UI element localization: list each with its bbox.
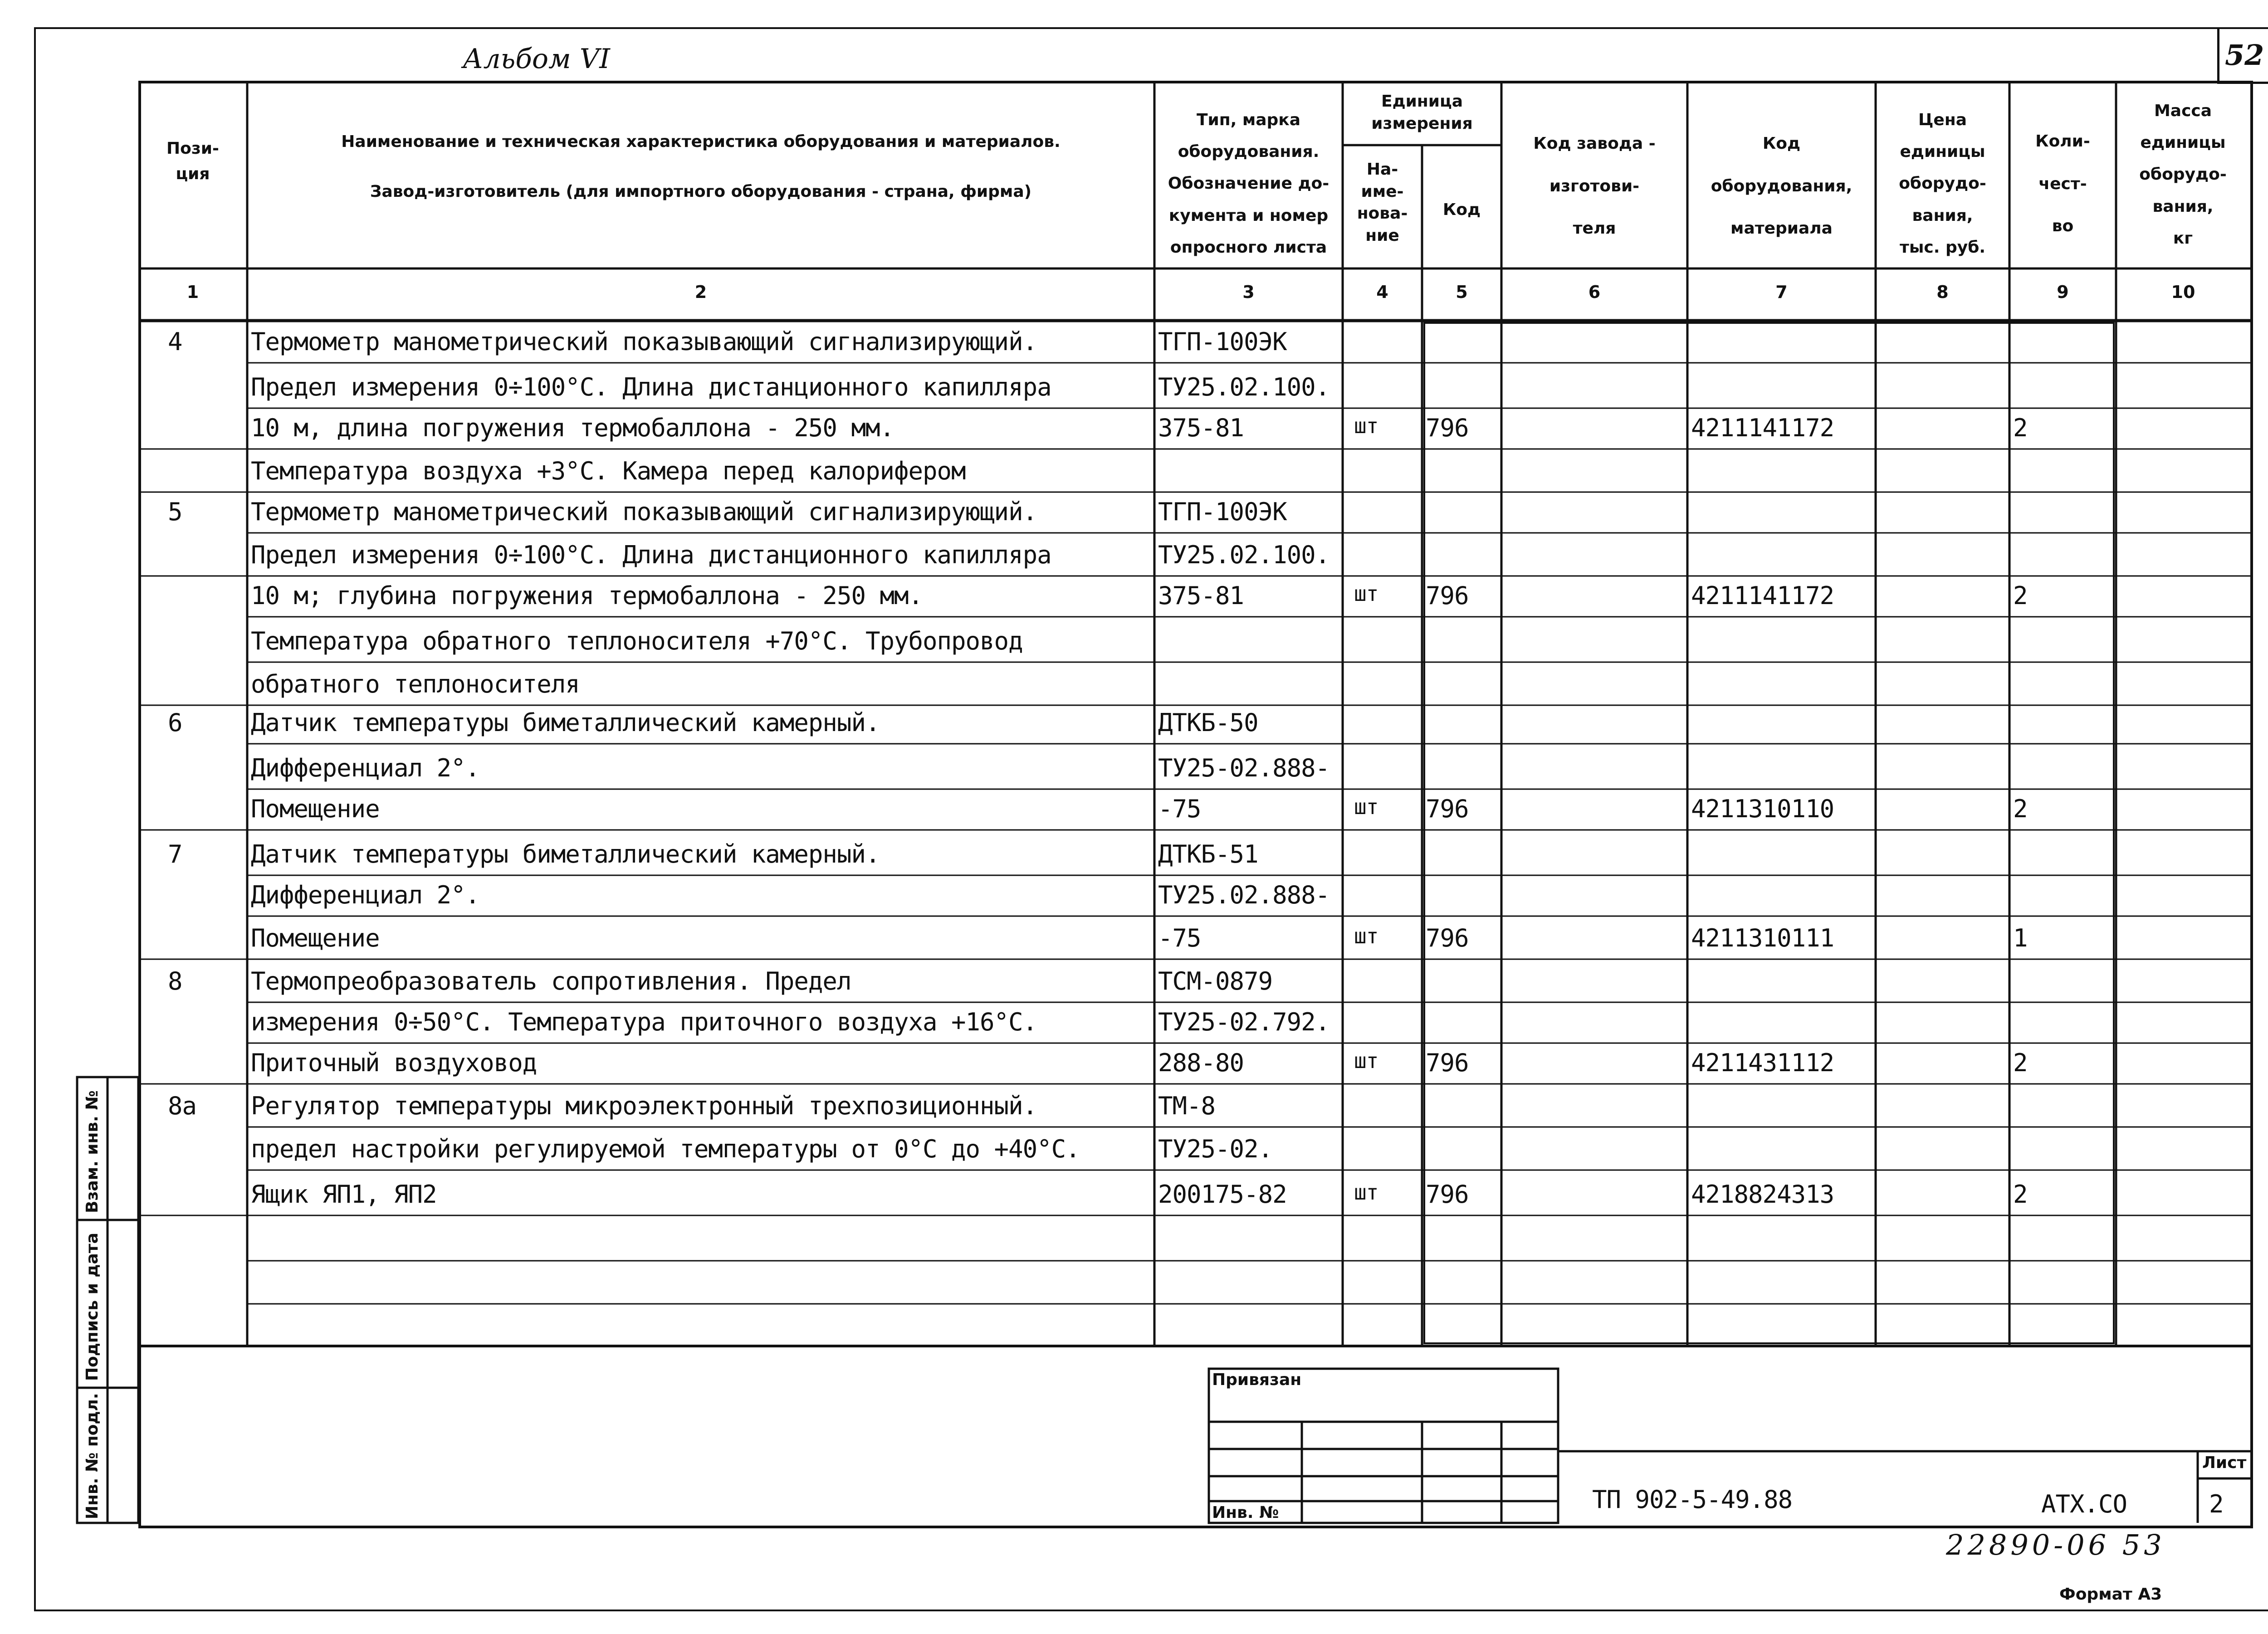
row-type: ТУ25-02.	[1158, 1135, 1273, 1163]
row-name: Датчик температуры биметаллический камерный.	[251, 708, 880, 737]
header-quantity: Коли- чест- во	[2035, 132, 2090, 236]
row-name: Помещение	[251, 795, 380, 823]
row-unit: шт	[1354, 1049, 1378, 1073]
column-number: 6	[1588, 282, 1601, 302]
row-material-code: 4211431112	[1691, 1049, 1834, 1077]
row-name: 10 м, длина погружения термобаллона - 250 мм.	[251, 414, 894, 442]
column-number: 4	[1376, 282, 1388, 302]
header-type: Тип, марка оборудования. Обозначение до- кумента и номер опросного листа	[1168, 111, 1330, 257]
row-position: 8	[168, 967, 182, 995]
inv-no-label: Инв. №	[1212, 1503, 1279, 1522]
row-name: Предел измерения 0÷100°С. Длина дистанционного капилляра	[251, 541, 1051, 569]
row-unit-code: 796	[1426, 414, 1469, 442]
stamp-inv-podl: Инв. № подл.	[83, 1393, 102, 1519]
row-type: ДТКБ-51	[1158, 840, 1258, 868]
header-name-line1: Наименование и техническая характеристика оборудования и материалов.	[341, 132, 1061, 151]
column-number: 2	[694, 282, 707, 302]
row-quantity: 2	[2013, 1049, 2028, 1077]
row-type: 375-81	[1158, 414, 1244, 442]
row-type: ТГП-100ЭК	[1158, 327, 1287, 356]
row-quantity: 2	[2013, 414, 2028, 442]
column-number: 7	[1775, 282, 1788, 302]
row-type: ТУ25.02.100.	[1158, 541, 1330, 569]
stamp-vzam-inv: Взам. инв. №	[83, 1090, 102, 1213]
row-unit: шт	[1354, 795, 1378, 819]
row-material-code: 4211141172	[1691, 581, 1834, 610]
row-unit: шт	[1354, 924, 1378, 948]
row-type: ТМ-8	[1158, 1092, 1216, 1120]
row-material-code: 4211141172	[1691, 414, 1834, 442]
row-name: Приточный воздуховод	[251, 1049, 537, 1077]
row-quantity: 2	[2013, 795, 2028, 823]
row-name: 10 м; глубина погружения термобаллона - 250 мм.	[251, 581, 923, 610]
row-name: Ящик ЯП1, ЯП2	[251, 1180, 437, 1209]
sheet-number: 2	[2209, 1490, 2224, 1518]
row-name: Помещение	[251, 924, 380, 952]
row-position: 7	[168, 840, 182, 868]
row-quantity: 2	[2013, 1180, 2028, 1209]
row-unit: шт	[1354, 581, 1378, 606]
column-number: 1	[186, 282, 199, 302]
row-position: 8а	[168, 1092, 197, 1120]
row-type: ТУ25.02.100.	[1158, 373, 1330, 401]
row-material-code: 4211310111	[1691, 924, 1834, 952]
header-mass: Масса единицы оборудо- вания, кг	[2139, 102, 2227, 248]
row-type: 288-80	[1158, 1049, 1244, 1077]
column-number: 8	[1936, 282, 1949, 302]
row-quantity: 2	[2013, 581, 2028, 610]
row-name: Дифференциал 2°.	[251, 881, 480, 909]
header-unit: Единица измерения	[1371, 92, 1473, 133]
row-material-code: 4211310110	[1691, 795, 1834, 823]
handwritten-code: 22890-06 53	[1946, 1528, 2165, 1561]
row-name: измерения 0÷50°С. Температура приточного воздуха +16°С.	[251, 1008, 1037, 1036]
header-equipment-code: Код оборудования, материала	[1711, 134, 1853, 238]
row-unit-code: 796	[1426, 1049, 1469, 1077]
row-type: ТУ25-02.792.	[1158, 1008, 1330, 1036]
row-unit-code: 796	[1426, 1180, 1469, 1209]
row-name: Датчик температуры биметаллический камерный.	[251, 840, 880, 868]
row-name: Температура обратного теплоносителя +70°С. Трубопровод	[251, 627, 1023, 655]
row-name: Предел измерения 0÷100°С. Длина дистанционного капилляра	[251, 373, 1051, 401]
header-position: Пози- ция	[166, 139, 219, 183]
row-type: 200175-82	[1158, 1180, 1287, 1209]
row-type: 375-81	[1158, 581, 1244, 610]
header-factory-code: Код завода - изготови- теля	[1533, 134, 1656, 238]
header-unit-code: Код	[1442, 200, 1481, 219]
stamp-signature-date: Подпись и дата	[83, 1233, 102, 1381]
column-number: 3	[1242, 282, 1255, 302]
row-material-code: 4218824313	[1691, 1180, 1834, 1209]
page-number: 52	[2225, 39, 2264, 72]
row-type: ТУ25.02.888-	[1158, 881, 1330, 909]
row-unit: шт	[1354, 414, 1378, 438]
row-position: 5	[168, 498, 182, 526]
row-name: предел настройки регулируемой температуры от 0°С до +40°С.	[251, 1135, 1080, 1163]
document-code: АТХ.СО	[2041, 1490, 2127, 1518]
privyazan-label: Привязан	[1212, 1371, 1302, 1389]
row-name: обратного теплоносителя	[251, 670, 580, 698]
project-code: ТП 902-5-49.88	[1592, 1485, 1793, 1514]
row-type: -75	[1158, 924, 1201, 952]
row-name: Термометр манометрический показывающий сигнализирующий.	[251, 327, 1037, 356]
column-number: 10	[2171, 282, 2195, 302]
row-name: Температура воздуха +3°С. Камера перед калорифером	[251, 457, 966, 485]
row-unit-code: 796	[1426, 924, 1469, 952]
album-label: Альбом VI	[463, 43, 610, 75]
sheet-label: Лист	[2202, 1454, 2247, 1472]
row-type: -75	[1158, 795, 1201, 823]
row-unit-code: 796	[1426, 795, 1469, 823]
format-label: Формат А3	[2059, 1585, 2162, 1604]
row-position: 6	[168, 708, 182, 737]
row-type: ТСМ-0879	[1158, 967, 1273, 995]
row-name: Термопреобразователь сопротивления. Предел	[251, 967, 851, 995]
row-type: ТУ25-02.888-	[1158, 754, 1330, 782]
column-number: 5	[1456, 282, 1468, 302]
row-name: Дифференциал 2°.	[251, 754, 480, 782]
row-unit-code: 796	[1426, 581, 1469, 610]
row-type: ТГП-100ЭК	[1158, 498, 1287, 526]
column-number: 9	[2057, 282, 2069, 302]
row-name: Термометр манометрический показывающий сигнализирующий.	[251, 498, 1037, 526]
row-type: ДТКБ-50	[1158, 708, 1258, 737]
header-name-line2: Завод-изготовитель (для импортного оборудования - страна, фирма)	[370, 182, 1032, 201]
row-name: Регулятор температуры микроэлектронный трехпозиционный.	[251, 1092, 1037, 1120]
header-price: Цена единицы оборудо- вания, тыс. руб.	[1899, 111, 1986, 257]
header-unit-name: На- име- нова- ние	[1357, 160, 1408, 245]
row-position: 4	[168, 327, 182, 356]
row-quantity: 1	[2013, 924, 2028, 952]
row-unit: шт	[1354, 1180, 1378, 1205]
